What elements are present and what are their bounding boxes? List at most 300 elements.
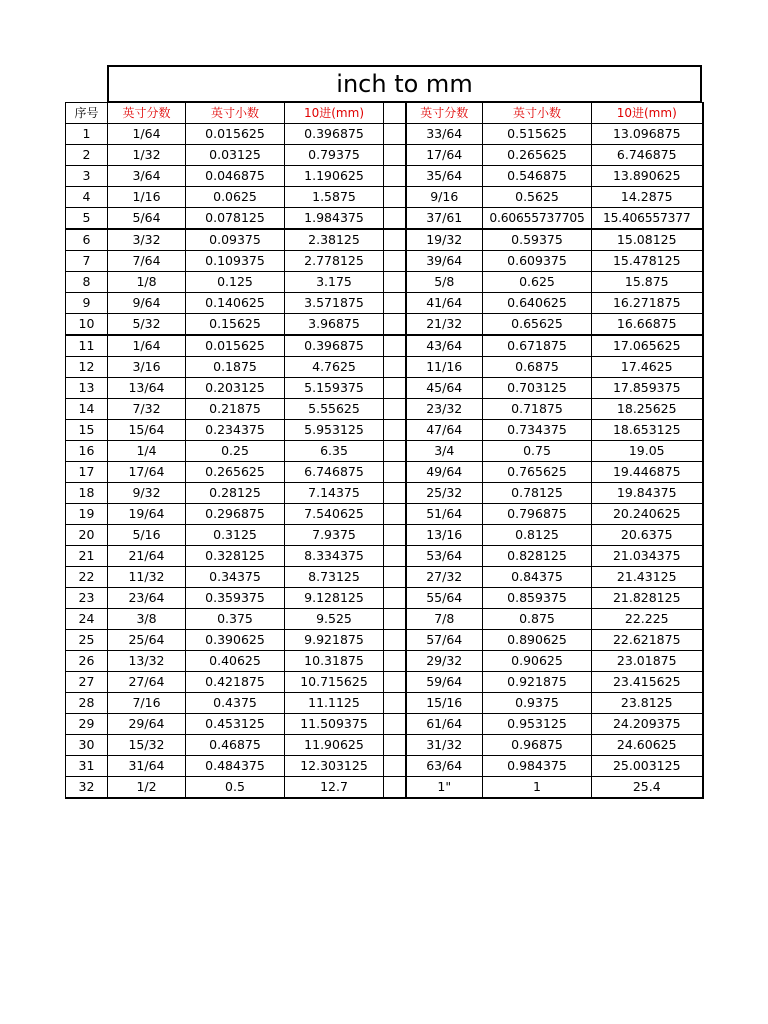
cell-left-fraction: 15/32: [108, 735, 186, 756]
cell-right-fraction: 55/64: [406, 588, 483, 609]
cell-left-decimal: 0.484375: [186, 756, 285, 777]
gap-cell: [384, 777, 406, 799]
cell-right-decimal: 0.71875: [483, 399, 592, 420]
cell-right-fraction: 7/8: [406, 609, 483, 630]
table-row: [66, 672, 703, 693]
cell-no: 3: [66, 166, 108, 187]
cell-left-fraction: 1/32: [108, 145, 186, 166]
cell-left-decimal: 0.15625: [186, 314, 285, 336]
cell-left-decimal: 0.46875: [186, 735, 285, 756]
cell-no: 10: [66, 314, 108, 336]
cell-left-decimal: 0.125: [186, 272, 285, 293]
gap-cell: [384, 229, 406, 251]
cell-no: 26: [66, 651, 108, 672]
cell-left-mm: 3.571875: [285, 293, 384, 314]
cell-no: 28: [66, 693, 108, 714]
cell-left-fraction: 1/8: [108, 272, 186, 293]
cell-left-decimal: 0.328125: [186, 546, 285, 567]
cell-no: 7: [66, 251, 108, 272]
cell-left-decimal: 0.3125: [186, 525, 285, 546]
cell-right-fraction: 1": [406, 777, 483, 799]
cell-right-mm: 16.271875: [592, 293, 703, 314]
gap-cell: [384, 756, 406, 777]
cell-right-decimal: 0.953125: [483, 714, 592, 735]
cell-left-mm: 11.90625: [285, 735, 384, 756]
table-row: [66, 314, 703, 336]
table-row: [66, 546, 703, 567]
cell-right-fraction: 5/8: [406, 272, 483, 293]
table-row: [66, 272, 703, 293]
header-left-decimal: 英寸小数: [186, 103, 285, 124]
cell-right-mm: 18.653125: [592, 420, 703, 441]
cell-right-mm: 21.43125: [592, 567, 703, 588]
cell-left-mm: 8.334375: [285, 546, 384, 567]
cell-right-decimal: 0.8125: [483, 525, 592, 546]
table-row: [66, 735, 703, 756]
cell-left-mm: 3.175: [285, 272, 384, 293]
cell-right-fraction: 41/64: [406, 293, 483, 314]
cell-right-decimal: 0.78125: [483, 483, 592, 504]
cell-left-fraction: 17/64: [108, 462, 186, 483]
cell-left-fraction: 15/64: [108, 420, 186, 441]
conversion-table: [65, 102, 704, 799]
cell-right-fraction: 31/32: [406, 735, 483, 756]
cell-left-fraction: 3/8: [108, 609, 186, 630]
cell-right-fraction: 57/64: [406, 630, 483, 651]
gap-cell: [384, 208, 406, 230]
cell-left-fraction: 7/16: [108, 693, 186, 714]
gap-cell: [384, 378, 406, 399]
cell-right-mm: 13.890625: [592, 166, 703, 187]
cell-right-fraction: 27/32: [406, 567, 483, 588]
cell-right-decimal: 0.921875: [483, 672, 592, 693]
cell-no: 19: [66, 504, 108, 525]
table-row: [66, 378, 703, 399]
cell-right-mm: 19.446875: [592, 462, 703, 483]
cell-right-decimal: 0.671875: [483, 335, 592, 357]
table-row: [66, 208, 703, 230]
gap-cell: [384, 145, 406, 166]
cell-left-fraction: 25/64: [108, 630, 186, 651]
table-row: [66, 504, 703, 525]
cell-left-fraction: 5/16: [108, 525, 186, 546]
cell-left-fraction: 21/64: [108, 546, 186, 567]
cell-left-decimal: 0.421875: [186, 672, 285, 693]
cell-left-fraction: 27/64: [108, 672, 186, 693]
cell-left-fraction: 9/64: [108, 293, 186, 314]
cell-left-decimal: 0.015625: [186, 335, 285, 357]
cell-right-mm: 14.2875: [592, 187, 703, 208]
cell-left-mm: 1.190625: [285, 166, 384, 187]
cell-right-fraction: 33/64: [406, 124, 483, 145]
gap-cell: [384, 314, 406, 336]
cell-left-fraction: 31/64: [108, 756, 186, 777]
cell-no: 9: [66, 293, 108, 314]
cell-right-mm: 15.478125: [592, 251, 703, 272]
cell-right-decimal: 0.984375: [483, 756, 592, 777]
gap-cell: [384, 609, 406, 630]
cell-right-mm: 17.859375: [592, 378, 703, 399]
cell-no: 20: [66, 525, 108, 546]
cell-left-mm: 2.778125: [285, 251, 384, 272]
cell-left-mm: 2.38125: [285, 229, 384, 251]
gap-cell: [384, 420, 406, 441]
cell-right-decimal: 0.703125: [483, 378, 592, 399]
cell-right-mm: 17.065625: [592, 335, 703, 357]
cell-left-fraction: 3/64: [108, 166, 186, 187]
cell-left-fraction: 9/32: [108, 483, 186, 504]
table-row: [66, 630, 703, 651]
cell-left-mm: 0.396875: [285, 124, 384, 145]
table-row: [66, 777, 703, 799]
cell-right-mm: 23.01875: [592, 651, 703, 672]
cell-left-mm: 6.35: [285, 441, 384, 462]
cell-right-mm: 22.621875: [592, 630, 703, 651]
sheet-title: inch to mm: [107, 65, 702, 102]
cell-right-mm: 13.096875: [592, 124, 703, 145]
cell-right-decimal: 0.875: [483, 609, 592, 630]
cell-right-fraction: 45/64: [406, 378, 483, 399]
header-left-mm: 10进(mm): [285, 103, 384, 124]
cell-left-mm: 12.7: [285, 777, 384, 799]
cell-right-decimal: 0.6875: [483, 357, 592, 378]
cell-right-decimal: 0.75: [483, 441, 592, 462]
header-no: 序号: [66, 103, 108, 124]
gap-cell: [384, 441, 406, 462]
gap-cell: [384, 714, 406, 735]
cell-left-mm: 7.540625: [285, 504, 384, 525]
cell-no: 30: [66, 735, 108, 756]
cell-left-fraction: 13/32: [108, 651, 186, 672]
cell-no: 6: [66, 229, 108, 251]
cell-left-decimal: 0.34375: [186, 567, 285, 588]
cell-left-fraction: 5/32: [108, 314, 186, 336]
table-row: [66, 756, 703, 777]
cell-left-fraction: 5/64: [108, 208, 186, 230]
gap-cell: [384, 735, 406, 756]
gap-cell: [384, 251, 406, 272]
cell-no: 4: [66, 187, 108, 208]
cell-left-mm: 4.7625: [285, 357, 384, 378]
cell-right-fraction: 29/32: [406, 651, 483, 672]
cell-right-fraction: 59/64: [406, 672, 483, 693]
cell-left-mm: 5.55625: [285, 399, 384, 420]
cell-left-decimal: 0.21875: [186, 399, 285, 420]
cell-no: 27: [66, 672, 108, 693]
cell-right-decimal: 0.734375: [483, 420, 592, 441]
cell-right-decimal: 0.859375: [483, 588, 592, 609]
table-row: [66, 609, 703, 630]
cell-no: 22: [66, 567, 108, 588]
cell-left-fraction: 1/64: [108, 335, 186, 357]
header-right-mm: 10进(mm): [592, 103, 703, 124]
gap-cell: [384, 399, 406, 420]
cell-right-fraction: 61/64: [406, 714, 483, 735]
cell-right-fraction: 53/64: [406, 546, 483, 567]
cell-no: 12: [66, 357, 108, 378]
cell-right-fraction: 63/64: [406, 756, 483, 777]
header-left-fraction: 英寸分数: [108, 103, 186, 124]
cell-left-decimal: 0.359375: [186, 588, 285, 609]
table-row: [66, 588, 703, 609]
table-row: [66, 462, 703, 483]
cell-left-decimal: 0.5: [186, 777, 285, 799]
cell-right-decimal: 0.609375: [483, 251, 592, 272]
cell-right-decimal: 0.828125: [483, 546, 592, 567]
gap-cell: [384, 103, 406, 124]
gap-cell: [384, 272, 406, 293]
cell-left-decimal: 0.25: [186, 441, 285, 462]
cell-right-fraction: 11/16: [406, 357, 483, 378]
cell-no: 13: [66, 378, 108, 399]
cell-right-decimal: 0.265625: [483, 145, 592, 166]
cell-left-mm: 1.984375: [285, 208, 384, 230]
gap-cell: [384, 166, 406, 187]
cell-left-mm: 7.14375: [285, 483, 384, 504]
cell-left-decimal: 0.296875: [186, 504, 285, 525]
cell-left-decimal: 0.03125: [186, 145, 285, 166]
cell-right-fraction: 35/64: [406, 166, 483, 187]
cell-no: 5: [66, 208, 108, 230]
gap-cell: [384, 187, 406, 208]
gap-cell: [384, 588, 406, 609]
cell-left-decimal: 0.078125: [186, 208, 285, 230]
cell-no: 29: [66, 714, 108, 735]
cell-left-mm: 10.31875: [285, 651, 384, 672]
cell-right-mm: 23.415625: [592, 672, 703, 693]
cell-right-decimal: 0.65625: [483, 314, 592, 336]
table-row: [66, 187, 703, 208]
cell-right-mm: 6.746875: [592, 145, 703, 166]
cell-right-mm: 15.406557377: [592, 208, 703, 230]
cell-left-decimal: 0.390625: [186, 630, 285, 651]
cell-left-fraction: 3/32: [108, 229, 186, 251]
cell-left-decimal: 0.046875: [186, 166, 285, 187]
cell-right-fraction: 17/64: [406, 145, 483, 166]
cell-right-decimal: 0.90625: [483, 651, 592, 672]
table-row: [66, 525, 703, 546]
cell-left-mm: 9.921875: [285, 630, 384, 651]
cell-right-mm: 15.875: [592, 272, 703, 293]
cell-right-fraction: 47/64: [406, 420, 483, 441]
cell-right-mm: 21.828125: [592, 588, 703, 609]
cell-right-mm: 20.6375: [592, 525, 703, 546]
cell-right-fraction: 25/32: [406, 483, 483, 504]
cell-right-decimal: 0.796875: [483, 504, 592, 525]
cell-right-decimal: 0.515625: [483, 124, 592, 145]
cell-left-fraction: 1/64: [108, 124, 186, 145]
cell-right-mm: 19.05: [592, 441, 703, 462]
cell-left-decimal: 0.4375: [186, 693, 285, 714]
gap-cell: [384, 357, 406, 378]
cell-left-decimal: 0.140625: [186, 293, 285, 314]
cell-right-mm: 25.003125: [592, 756, 703, 777]
cell-left-mm: 11.509375: [285, 714, 384, 735]
cell-right-mm: 21.034375: [592, 546, 703, 567]
gap-cell: [384, 693, 406, 714]
cell-no: 24: [66, 609, 108, 630]
cell-left-mm: 0.396875: [285, 335, 384, 357]
cell-right-decimal: 0.890625: [483, 630, 592, 651]
cell-left-fraction: 13/64: [108, 378, 186, 399]
header-row: [66, 103, 703, 124]
gap-cell: [384, 567, 406, 588]
cell-right-decimal: 0.640625: [483, 293, 592, 314]
cell-left-decimal: 0.453125: [186, 714, 285, 735]
cell-left-mm: 3.96875: [285, 314, 384, 336]
cell-left-mm: 9.128125: [285, 588, 384, 609]
cell-right-mm: 25.4: [592, 777, 703, 799]
cell-right-mm: 17.4625: [592, 357, 703, 378]
cell-right-fraction: 37/61: [406, 208, 483, 230]
cell-left-decimal: 0.015625: [186, 124, 285, 145]
cell-right-decimal: 0.546875: [483, 166, 592, 187]
table-row: [66, 229, 703, 251]
conversion-sheet: [65, 65, 702, 799]
table-row: [66, 483, 703, 504]
cell-left-mm: 9.525: [285, 609, 384, 630]
cell-no: 18: [66, 483, 108, 504]
cell-left-decimal: 0.234375: [186, 420, 285, 441]
header-right-decimal: 英寸小数: [483, 103, 592, 124]
cell-no: 17: [66, 462, 108, 483]
gap-cell: [384, 630, 406, 651]
cell-no: 15: [66, 420, 108, 441]
table-row: [66, 651, 703, 672]
cell-left-mm: 11.1125: [285, 693, 384, 714]
cell-left-mm: 7.9375: [285, 525, 384, 546]
table-row: [66, 567, 703, 588]
cell-no: 25: [66, 630, 108, 651]
cell-left-fraction: 23/64: [108, 588, 186, 609]
gap-cell: [384, 483, 406, 504]
gap-cell: [384, 525, 406, 546]
cell-right-decimal: 0.625: [483, 272, 592, 293]
table-row: [66, 293, 703, 314]
cell-right-mm: 19.84375: [592, 483, 703, 504]
cell-right-mm: 23.8125: [592, 693, 703, 714]
gap-cell: [384, 651, 406, 672]
cell-right-mm: 16.66875: [592, 314, 703, 336]
cell-right-decimal: 0.60655737705: [483, 208, 592, 230]
cell-no: 16: [66, 441, 108, 462]
cell-no: 23: [66, 588, 108, 609]
cell-left-fraction: 19/64: [108, 504, 186, 525]
cell-left-fraction: 1/2: [108, 777, 186, 799]
cell-right-fraction: 43/64: [406, 335, 483, 357]
table-row: [66, 251, 703, 272]
cell-left-mm: 1.5875: [285, 187, 384, 208]
cell-left-decimal: 0.375: [186, 609, 285, 630]
gap-cell: [384, 546, 406, 567]
cell-left-mm: 5.159375: [285, 378, 384, 399]
cell-left-fraction: 1/16: [108, 187, 186, 208]
cell-no: 8: [66, 272, 108, 293]
cell-left-fraction: 7/32: [108, 399, 186, 420]
cell-left-decimal: 0.109375: [186, 251, 285, 272]
table-row: [66, 145, 703, 166]
cell-right-fraction: 23/32: [406, 399, 483, 420]
cell-right-decimal: 0.5625: [483, 187, 592, 208]
cell-left-mm: 12.303125: [285, 756, 384, 777]
cell-right-fraction: 49/64: [406, 462, 483, 483]
table-row: [66, 124, 703, 145]
header-right-fraction: 英寸分数: [406, 103, 483, 124]
table-row: [66, 441, 703, 462]
cell-right-mm: 20.240625: [592, 504, 703, 525]
cell-right-fraction: 3/4: [406, 441, 483, 462]
cell-left-mm: 5.953125: [285, 420, 384, 441]
cell-right-decimal: 0.9375: [483, 693, 592, 714]
cell-right-decimal: 0.84375: [483, 567, 592, 588]
cell-left-mm: 8.73125: [285, 567, 384, 588]
cell-right-mm: 18.25625: [592, 399, 703, 420]
cell-left-fraction: 1/4: [108, 441, 186, 462]
gap-cell: [384, 504, 406, 525]
cell-right-mm: 22.225: [592, 609, 703, 630]
cell-no: 21: [66, 546, 108, 567]
cell-no: 2: [66, 145, 108, 166]
table-row: [66, 335, 703, 357]
cell-right-decimal: 0.59375: [483, 229, 592, 251]
cell-right-fraction: 39/64: [406, 251, 483, 272]
gap-cell: [384, 293, 406, 314]
cell-left-decimal: 0.1875: [186, 357, 285, 378]
cell-right-mm: 15.08125: [592, 229, 703, 251]
gap-cell: [384, 335, 406, 357]
gap-cell: [384, 672, 406, 693]
cell-right-decimal: 0.96875: [483, 735, 592, 756]
cell-no: 14: [66, 399, 108, 420]
cell-right-fraction: 21/32: [406, 314, 483, 336]
cell-right-fraction: 51/64: [406, 504, 483, 525]
cell-right-decimal: 0.765625: [483, 462, 592, 483]
cell-left-mm: 10.715625: [285, 672, 384, 693]
gap-cell: [384, 462, 406, 483]
cell-no: 32: [66, 777, 108, 799]
table-body: [66, 103, 703, 799]
cell-right-fraction: 15/16: [406, 693, 483, 714]
cell-left-decimal: 0.203125: [186, 378, 285, 399]
cell-no: 1: [66, 124, 108, 145]
cell-left-mm: 6.746875: [285, 462, 384, 483]
cell-no: 11: [66, 335, 108, 357]
cell-left-decimal: 0.09375: [186, 229, 285, 251]
cell-no: 31: [66, 756, 108, 777]
cell-left-fraction: 7/64: [108, 251, 186, 272]
cell-left-fraction: 11/32: [108, 567, 186, 588]
cell-left-decimal: 0.265625: [186, 462, 285, 483]
table-row: [66, 714, 703, 735]
cell-left-decimal: 0.40625: [186, 651, 285, 672]
table-row: [66, 166, 703, 187]
cell-right-fraction: 19/32: [406, 229, 483, 251]
gap-cell: [384, 124, 406, 145]
cell-left-decimal: 0.0625: [186, 187, 285, 208]
table-row: [66, 399, 703, 420]
cell-left-mm: 0.79375: [285, 145, 384, 166]
table-row: [66, 693, 703, 714]
table-row: [66, 420, 703, 441]
cell-left-fraction: 3/16: [108, 357, 186, 378]
cell-right-fraction: 13/16: [406, 525, 483, 546]
cell-right-mm: 24.209375: [592, 714, 703, 735]
cell-right-mm: 24.60625: [592, 735, 703, 756]
cell-right-fraction: 9/16: [406, 187, 483, 208]
cell-right-decimal: 1: [483, 777, 592, 799]
table-row: [66, 357, 703, 378]
cell-left-decimal: 0.28125: [186, 483, 285, 504]
